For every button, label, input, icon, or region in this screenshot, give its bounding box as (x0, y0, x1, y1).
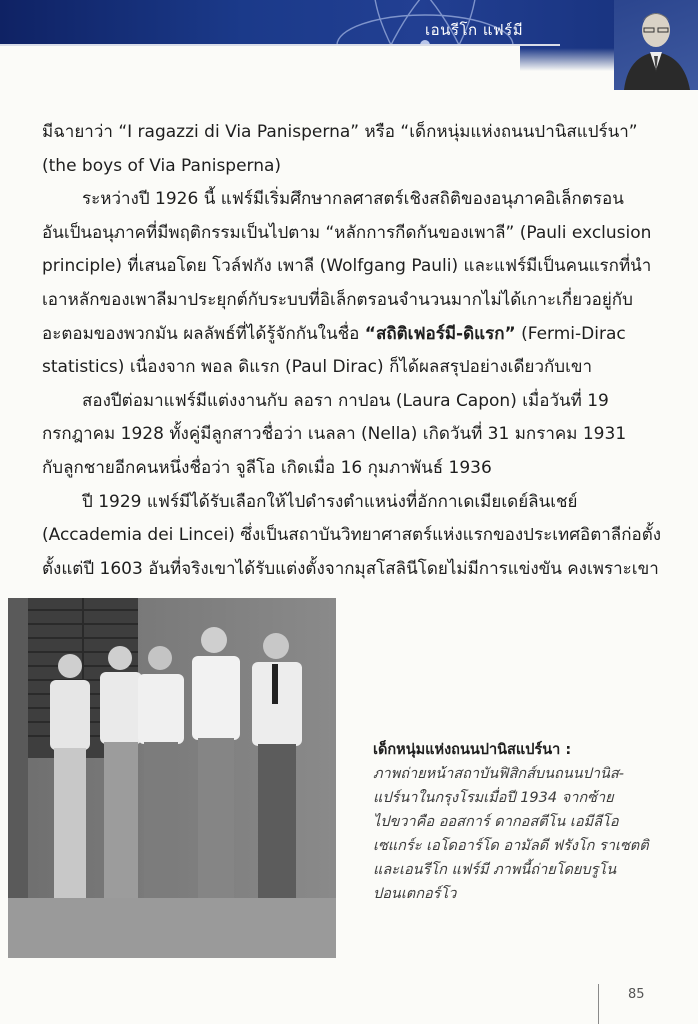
text-line: สองปีต่อมาแฟร์มีแต่งงานกับ ลอรา กาปอน (Laura Capon) เมื่อวันที่ 19 (82, 390, 609, 411)
group-photo (8, 598, 336, 958)
text-line: อะตอมของพวกมัน ผลลัพธ์ที่ได้รู้จักกันในชื่อ “สถิติเฟอร์มี-ดิแรก” (Fermi-Dirac (42, 323, 626, 344)
text-line: (Accademia dei Lincei) ซึ่งเป็นสถาบันวิทยาศาสตร์แห่งแรกของประเทศอิตาลีก่อตั้ง (42, 525, 662, 546)
text-line: กรกฎาคม 1928 ทั้งคู่มีลูกสาวชื่อว่า เนลลา (Nella) เกิดวันที่ 31 มกราคม 1931 (42, 424, 627, 445)
photo-caption (373, 738, 653, 906)
caption-line: ภาพถ่ายหน้าสถาบันฟิสิกส์บนถนนปานิส- (373, 766, 624, 782)
caption-line: และเอนรีโก แฟร์มี ภาพนี้ถ่ายโดยบรูโน (373, 862, 617, 878)
page-number-rule (598, 984, 599, 1024)
caption-line: ปอนเตกอร์โว (373, 886, 457, 902)
running-title: เอนรีโก แฟร์มี (425, 21, 524, 39)
text-line: statistics) เนื่องจาก พอล ดิแรก (Paul Dirac) ก็ได้ผลสรุปอย่างเดียวกับเขา (42, 357, 593, 378)
text-line: กับลูกชายอีกคนหนึ่งชื่อว่า จูลีโอ เกิดเมื่อ 16 กุมภาพันธ์ 1936 (42, 457, 492, 478)
caption-line: แปร์นาในกรุงโรมเมื่อปี 1934 จากซ้าย (373, 790, 614, 806)
text-line: มีฉายาว่า “I ragazzi di Via Panisperna” หรือ “เด็กหนุ่มแห่งถนนปานิสแปร์นา” (42, 122, 638, 142)
caption-line: เซแกร์ะ เอโดอาร์โด อามัลดี ฟรังโก ราเซตติ (373, 838, 649, 854)
text-line: principle) ที่เสนอโดย โวล์ฟกัง เพาลี (Wolfgang Pauli) และแฟร์มีเป็นคนแรกที่นำ (42, 256, 652, 277)
text-line: เอาหลักของเพาลีมาประยุกต์กับระบบที่อิเล็กตรอนจำนวนมากไม่ได้เกาะเกี่ยวอยู่กับ (42, 289, 633, 310)
body-text (42, 116, 662, 586)
page-number: 85 (628, 987, 645, 1002)
text-line: อันเป็นอนุภาคที่มีพฤติกรรมเป็นไปตาม “หลักการกีดกันของเพาลี” (Pauli exclusion (42, 222, 652, 243)
fermi-dirac-term: “สถิติเฟอร์มี-ดิแรก” (364, 323, 516, 344)
caption-line: ไปขวาคือ ออสการ์ ดากอสตีโน เอมีลีโอ (373, 814, 619, 830)
text-line: ปี 1929 แฟร์มีได้รับเลือกให้ไปดำรงตำแหน่งที่อักกาเดเมียเดย์ลินเชย์ (82, 491, 578, 512)
page-header (0, 0, 698, 90)
text-line: ตั้งแต่ปี 1603 อันที่จริงเขาได้รับแต่งตั้งจากมุสโสลินีโดยไม่มีการแข่งขัน คงเพราะเขา (42, 558, 659, 579)
header-rule (0, 44, 560, 46)
text-line: ระหว่างปี 1926 นี้ แฟร์มีเริ่มศึกษากลศาสตร์เชิงสถิติของอนุภาคอิเล็กตรอน (82, 189, 624, 210)
fermi-portrait (614, 0, 698, 90)
caption-title: เด็กหนุ่มแห่งถนนปานิสแปร์นา : (373, 742, 572, 758)
text-line: (the boys of Via Panisperna) (42, 155, 282, 176)
